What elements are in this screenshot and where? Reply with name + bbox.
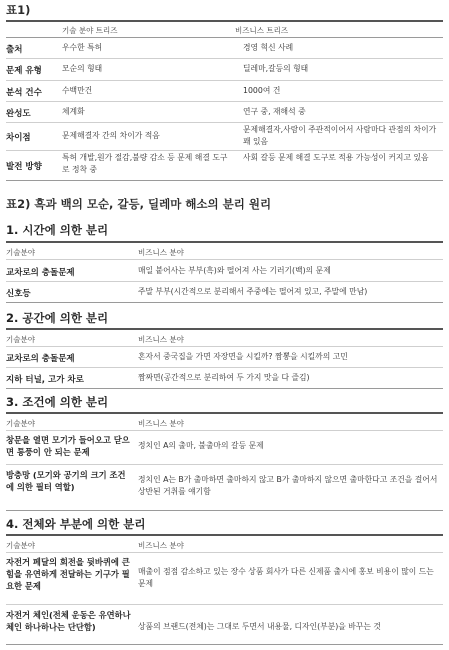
tech-cell: 신호등 bbox=[6, 289, 31, 299]
table1-cell-tech: 문제해결자 간의 차이가 적음 bbox=[62, 131, 160, 140]
table1-row-label: 문제 유형 bbox=[6, 66, 42, 76]
biz-cell: 주말 부부(시간적으로 분리해서 주중에는 떨어져 있고, 주말에 만남) bbox=[138, 287, 368, 296]
biz-cell: 매출이 점점 감소하고 있는 장수 상품 회사가 다른 신제품 출시에 홍보 비용이 많이 드는 문제 bbox=[138, 567, 434, 588]
table1-row-label: 분석 건수 bbox=[6, 88, 42, 98]
table1-title: 표1) bbox=[6, 3, 31, 17]
tech-cell: 자전거 체인(전체 운동은 유연하나 체인 하나하나는 단단함) bbox=[6, 610, 131, 632]
col-biz-header: 비즈니스 분야 bbox=[138, 419, 184, 428]
biz-cell: 정치인 A의 출마, 불출마의 갈등 문제 bbox=[138, 441, 264, 450]
table1-cell-tech: 우수한 특허 bbox=[62, 43, 103, 52]
table1-cell-biz: 문제해결자,사람이 주관적이어서 사람마다 관점의 차이가 꽤 있음 bbox=[243, 125, 437, 146]
col-biz-header: 비즈니스 분야 bbox=[138, 335, 184, 344]
table1-cell-biz: 딜레마,갈등의 형태 bbox=[243, 64, 309, 73]
tech-cell: 자전거 페달의 회전을 뒷바퀴에 큰 힘을 유연하게 전달하는 기구가 필요한 문제 bbox=[6, 557, 130, 591]
biz-cell: 매일 붙어사는 부부(흑)와 떨어져 사는 기러기(백)의 문제 bbox=[138, 266, 331, 275]
section-heading: 4. 전체와 부분에 의한 분리 bbox=[6, 517, 146, 531]
col-tech-header: 기술분야 bbox=[6, 419, 35, 428]
table1-cell-tech: 특허 개발,원가 절감,불량 감소 등 문제 해결 도구로 정착 중 bbox=[62, 153, 228, 174]
col-tech-header: 기술분야 bbox=[6, 248, 35, 257]
biz-cell: 상품의 브랜드(전체)는 그대로 두면서 내용물, 디자인(부분)을 바꾸는 것 bbox=[138, 622, 381, 631]
table1-cell-biz: 연구 중, 재해석 중 bbox=[243, 107, 306, 116]
section-heading: 3. 조건에 의한 분리 bbox=[6, 395, 109, 409]
table1-col-biz-header: 비즈니스 트리즈 bbox=[235, 26, 289, 35]
table1-cell-tech: 모순의 형태 bbox=[62, 64, 103, 73]
section-heading: 1. 시간에 의한 분리 bbox=[6, 223, 109, 237]
table1-col-tech-header: 기술 분야 트리즈 bbox=[62, 26, 118, 35]
tech-cell: 창문을 열면 모기가 들어오고 닫으면 통풍이 안 되는 문제 bbox=[6, 435, 130, 457]
table1-row-label: 차이점 bbox=[6, 133, 31, 143]
table1-cell-tech: 체계화 bbox=[62, 107, 85, 116]
table1-cell-biz: 1000여 건 bbox=[243, 86, 281, 95]
tech-cell: 지하 터널, 고가 차로 bbox=[6, 375, 84, 385]
biz-cell: 짬짜면(공간적으로 분리하여 두 가지 맛을 다 즐김) bbox=[138, 373, 310, 382]
table1-cell-tech: 수백만건 bbox=[62, 86, 93, 95]
col-biz-header: 비즈니스 분야 bbox=[138, 541, 184, 550]
table1-row-label: 출처 bbox=[6, 45, 23, 55]
col-biz-header: 비즈니스 분야 bbox=[138, 248, 184, 257]
section-heading: 2. 공간에 의한 분리 bbox=[6, 311, 109, 325]
table1-top-rule bbox=[6, 20, 443, 22]
col-tech-header: 기술분야 bbox=[6, 541, 35, 550]
tech-cell: 교차로의 충돌문제 bbox=[6, 268, 75, 278]
table1-row-label: 발전 방향 bbox=[6, 162, 42, 172]
biz-cell: 정치인 A는 B가 출마하면 출마하지 않고 B가 출마하지 않으면 출마한다고 조건을 걸어서 상반된 거취를 얘기함 bbox=[138, 475, 438, 496]
tech-cell: 교차로의 충돌문제 bbox=[6, 354, 75, 364]
table2-title: 표2) 흑과 백의 모순, 갈등, 딜레마 해소의 분리 원리 bbox=[6, 197, 272, 211]
tech-cell: 방충망 (모기와 공기의 크기 조건에 의한 필터 역할) bbox=[6, 470, 126, 492]
col-tech-header: 기술분야 bbox=[6, 335, 35, 344]
table1-row-label: 완성도 bbox=[6, 109, 31, 119]
table1-cell-biz: 사회 갈등 문제 해결 도구로 적용 가능성이 커지고 있음 bbox=[243, 153, 429, 162]
table1-cell-biz: 경영 혁신 사례 bbox=[243, 43, 294, 52]
biz-cell: 혼자서 중국집을 가면 자장면을 시킬까? 짬뽕을 시킬까의 고민 bbox=[138, 352, 348, 361]
